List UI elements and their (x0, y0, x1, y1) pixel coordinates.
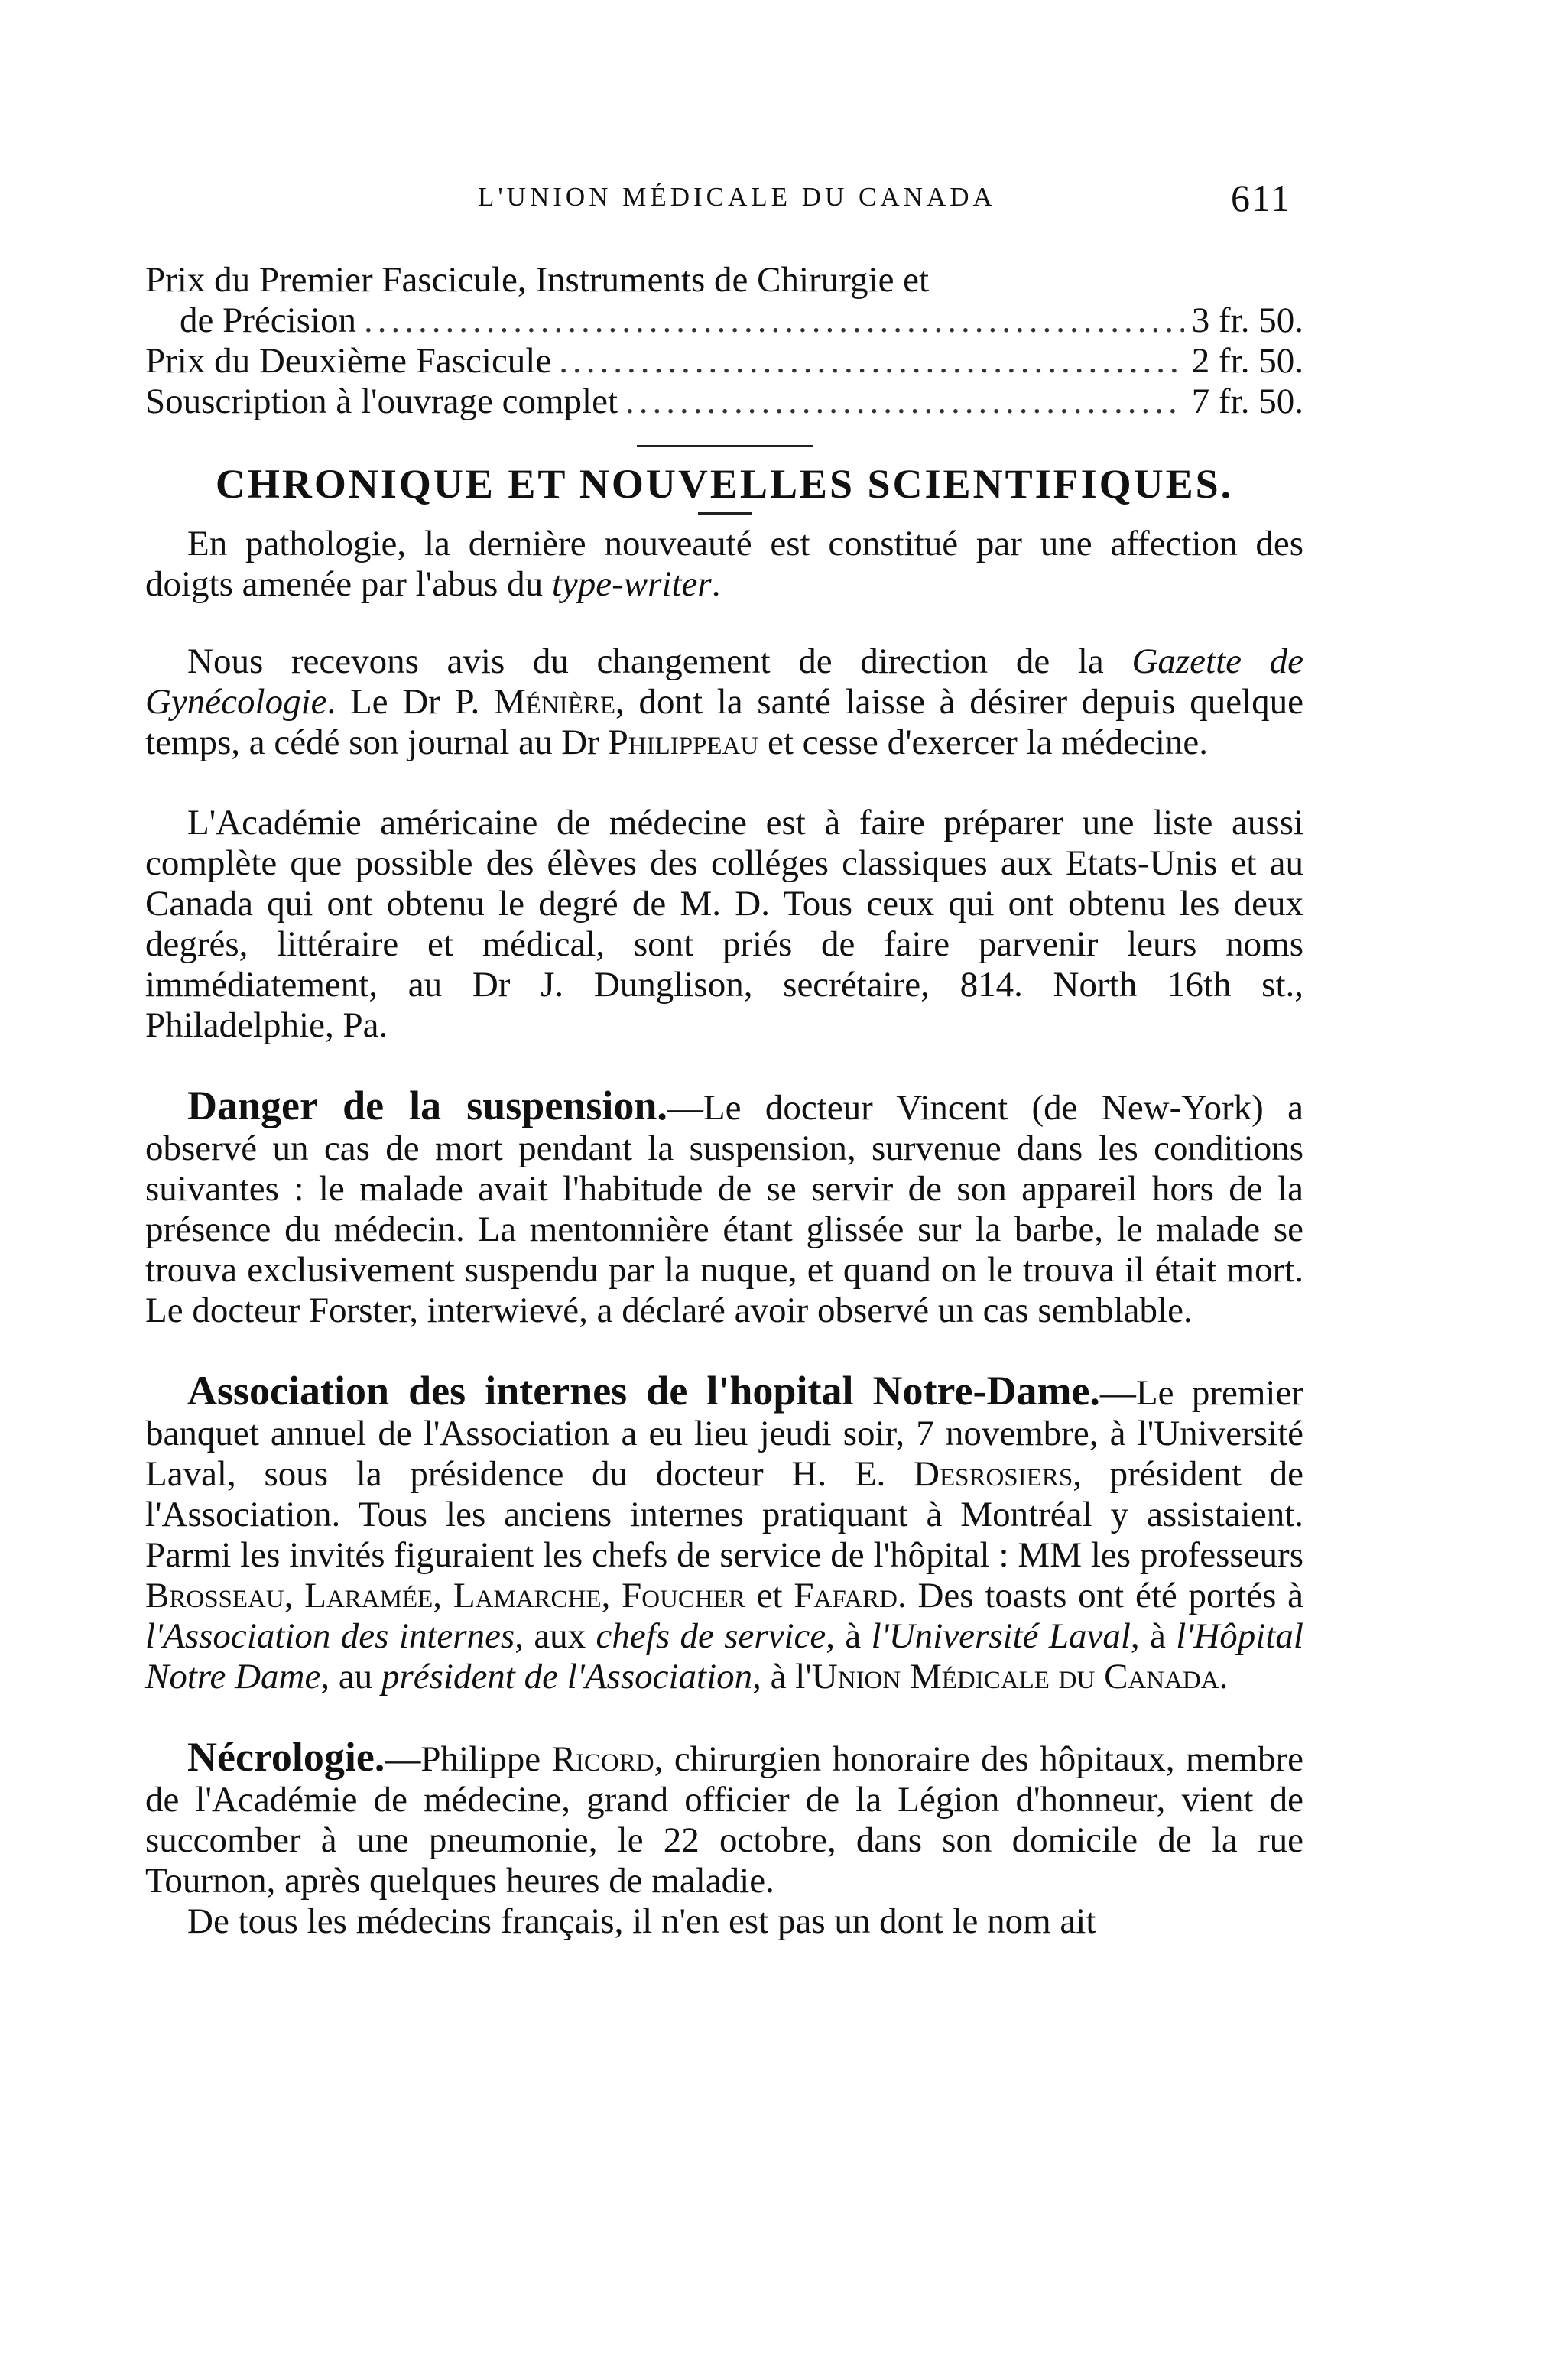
paragraph-pathologie (145, 524, 1303, 605)
small-caps-name: Laramée (304, 1576, 433, 1615)
price-label: de Précision (180, 300, 357, 340)
running-title: L'UNION MÉDICALE DU CANADA (478, 182, 996, 212)
heading-underline (698, 512, 752, 515)
page-number: 611 (1231, 177, 1292, 219)
small-caps-name: Ricord (551, 1739, 654, 1779)
small-caps-name: Lamarche (453, 1576, 602, 1615)
text-run: , à (1130, 1616, 1177, 1656)
text-run: . (1219, 1657, 1229, 1697)
dot-leader (625, 382, 1184, 422)
paragraph-lead: Association des internes de l'hopital Notre-Dame. (187, 1368, 1100, 1414)
small-caps-name: Union Médicale du Canada (811, 1657, 1219, 1697)
small-caps-name: Foucher (622, 1576, 745, 1615)
dot-leader (559, 341, 1184, 382)
page-body (145, 260, 1303, 1942)
italic-term: l'Hôpital Notre Dame (145, 1616, 1303, 1697)
paragraph-lead: Nécrologie. (187, 1734, 385, 1780)
price-row (145, 341, 1303, 382)
section-divider (637, 445, 813, 447)
text-run: —Le docteur Vincent (de New-York) a observé un cas de mort pendant la suspension, survenue dans les conditions suivantes : le malade avait l'habitude de se servir de son appareil hors de la présence du médecin. La mentonnière étant glissée sur la barbe, le malade se trouva exclusivement suspendu par la nuque, et quand on le trouva il était mort. Le docteur Forster, interwievé, a déclaré avoir observé un cas semblable. (145, 1088, 1304, 1330)
text-run: . (711, 564, 721, 604)
dot-leader (364, 300, 1184, 341)
spacer (145, 1331, 1303, 1371)
small-caps-name: Desrosiers (914, 1454, 1073, 1494)
text-run: Nous recevons avis du changement de direction de la (187, 641, 1132, 681)
spacer (145, 1697, 1303, 1737)
price-row (145, 382, 1303, 422)
price-label: Souscription à l'ouvrage complet (145, 382, 618, 421)
paragraph-gazette (145, 641, 1303, 763)
italic-term: l'Université Laval (871, 1616, 1131, 1656)
text-run: L'Académie américaine de médecine est à faire préparer une liste aussi complète que possible des élèves des colléges classiques aux Etats-Unis et au Canada qui ont obtenu le degré de M. D. Tous ceux qui ont obtenu les deux degrés, littéraire et médical, sont priés de faire parvenir leurs noms immédiatement, au Dr J. Dunglison, secrétaire, 814. North 16th st., Philadelphie, Pa. (145, 803, 1303, 1045)
paragraph-academie (145, 803, 1303, 1046)
small-caps-name: Fafard (794, 1576, 898, 1615)
italic-term: chefs de service (596, 1616, 826, 1656)
paragraph-suspension (145, 1083, 1304, 1331)
text-run: , (284, 1576, 305, 1615)
spacer (145, 605, 1303, 641)
italic-term: président de l'Association (381, 1657, 753, 1697)
price-row (145, 300, 1303, 341)
text-run: De tous les médecins français, il n'en est pas un dont le nom ait (187, 1901, 1096, 1941)
italic-term: type-writer (551, 564, 712, 604)
price-list (145, 260, 1303, 422)
paragraph-association (145, 1368, 1304, 1697)
paragraph-necrologie (145, 1734, 1303, 1901)
price-amount: 3 fr. 50. (1191, 300, 1303, 340)
text-run: . Le Dr P. (326, 682, 494, 722)
price-label: Prix du Deuxième Fascicule (145, 341, 552, 381)
text-run: , (433, 1576, 453, 1615)
spacer (145, 1046, 1303, 1086)
text-run: , dont la santé laisse à désirer depuis quelque temps, a cédé son journal au Dr (145, 682, 1303, 762)
text-run: . Des toasts ont été portés à (897, 1576, 1304, 1615)
italic-term: Gazette de Gynécologie (145, 641, 1304, 722)
price-amount: 7 fr. 50. (1191, 382, 1303, 421)
section-heading: CHRONIQUE ET NOUVELLES SCIENTIFIQUES. (215, 461, 1234, 507)
small-caps-name: Ménière (493, 682, 615, 722)
text-run: et cesse d'exercer la médecine. (758, 722, 1209, 762)
spacer (145, 763, 1303, 803)
price-list-intro: Prix du Premier Fascicule, Instruments de Chirurgie et (145, 260, 930, 300)
small-caps-name: Philippeau (608, 722, 759, 762)
paragraph-lead: Danger de la suspension. (187, 1083, 667, 1128)
text-run: et (745, 1576, 794, 1615)
text-run: , président de l'Association. Tous les anciens internes pratiquant à Montréal y assistaient. Parmi les invités figuraient les chefs de service de l'hôpital : MM les professeurs (145, 1454, 1304, 1575)
text-run: , au (320, 1657, 381, 1697)
text-run: , (601, 1576, 622, 1615)
italic-term: l'Association des internes (145, 1616, 515, 1656)
small-caps-name: Brosseau (145, 1576, 284, 1615)
text-run: , à (826, 1616, 872, 1656)
text-run: En pathologie, la dernière nouveauté est constitué par une affection des doigts amenée par l'abus du (145, 524, 1303, 604)
text-run: —Philippe (385, 1739, 552, 1779)
paragraph-continuation (145, 1901, 1303, 1942)
text-run: , aux (515, 1616, 596, 1656)
text-run: , à l' (752, 1657, 812, 1697)
text-run: , chirurgien honoraire des hôpitaux, membre de l'Académie de médecine, grand officier de la Légion d'honneur, vient de succomber à une pneumonie, le 22 octobre, dans son domicile de la rue Tournon, après quelques heures de maladie. (145, 1739, 1303, 1901)
text-run: —Le premier banquet annuel de l'Association a eu lieu jeudi soir, 7 novembre, à l'Université Laval, sous la présidence du docteur H. E. (145, 1373, 1303, 1494)
page-header (0, 177, 1542, 228)
price-amount: 2 fr. 50. (1191, 341, 1303, 381)
